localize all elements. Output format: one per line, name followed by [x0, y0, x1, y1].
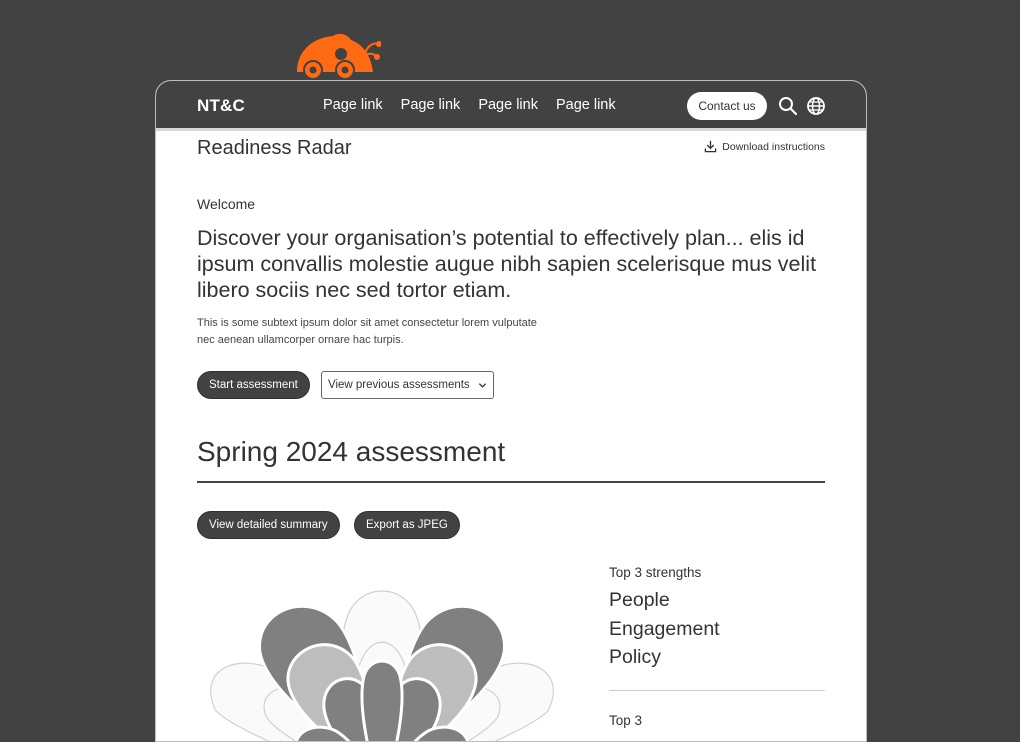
section-divider: [197, 481, 825, 483]
nav-link-4[interactable]: Page link: [555, 97, 616, 113]
strengths-list: [609, 586, 825, 672]
contact-us-button[interactable]: Contact us: [687, 92, 767, 120]
top-strengths-panel: [609, 565, 825, 728]
assessment-title: Spring 2024 assessment: [197, 436, 506, 467]
nav-link-3[interactable]: Page link: [478, 97, 538, 113]
nav-link-1[interactable]: Page link: [323, 97, 383, 113]
chevron-down-icon: [478, 381, 487, 390]
browser-frame: [155, 80, 867, 742]
hero-subtext: This is some subtext ipsum dolor sit amet consectetur lorem vulputate nec aenean ullamcorper ornare hac turpis.: [197, 317, 537, 346]
view-detailed-summary-button[interactable]: View detailed summary: [197, 511, 340, 539]
top-navbar: [156, 81, 866, 131]
download-icon: [704, 140, 717, 153]
car-mascot-icon: [293, 32, 381, 82]
strengths-label: Top 3 strengths: [609, 565, 702, 580]
previous-assessments-select[interactable]: [321, 371, 494, 399]
export-jpeg-button[interactable]: Export as JPEG: [354, 511, 460, 539]
strength-item: Engagement: [609, 617, 720, 640]
welcome-eyebrow: Welcome: [197, 196, 256, 212]
strengths-divider: [609, 690, 825, 691]
hero-headline: Discover your organisation’s potential to effectively plan... elis id ipsum convallis molestie augue nibh sapien scelerisque mus velit libero sociis nec sed tortor etiam.: [197, 226, 817, 302]
brand-logo[interactable]: NT&C: [197, 96, 246, 115]
readiness-radar-chart: [196, 561, 576, 742]
search-icon[interactable]: [778, 96, 798, 116]
globe-icon[interactable]: [806, 96, 826, 116]
previous-assessments-label: View previous assessments: [328, 379, 470, 391]
app-title: Readiness Radar: [197, 137, 352, 159]
download-instructions-link[interactable]: [704, 140, 825, 153]
download-label: Download instructions: [722, 140, 825, 153]
start-assessment-button[interactable]: Start assessment: [197, 371, 310, 399]
strength-item: People: [609, 589, 670, 611]
next-section-label: Top 3: [609, 712, 643, 728]
nav-links: [323, 97, 616, 113]
strength-item: Policy: [609, 646, 662, 668]
nav-link-2[interactable]: Page link: [400, 97, 461, 113]
